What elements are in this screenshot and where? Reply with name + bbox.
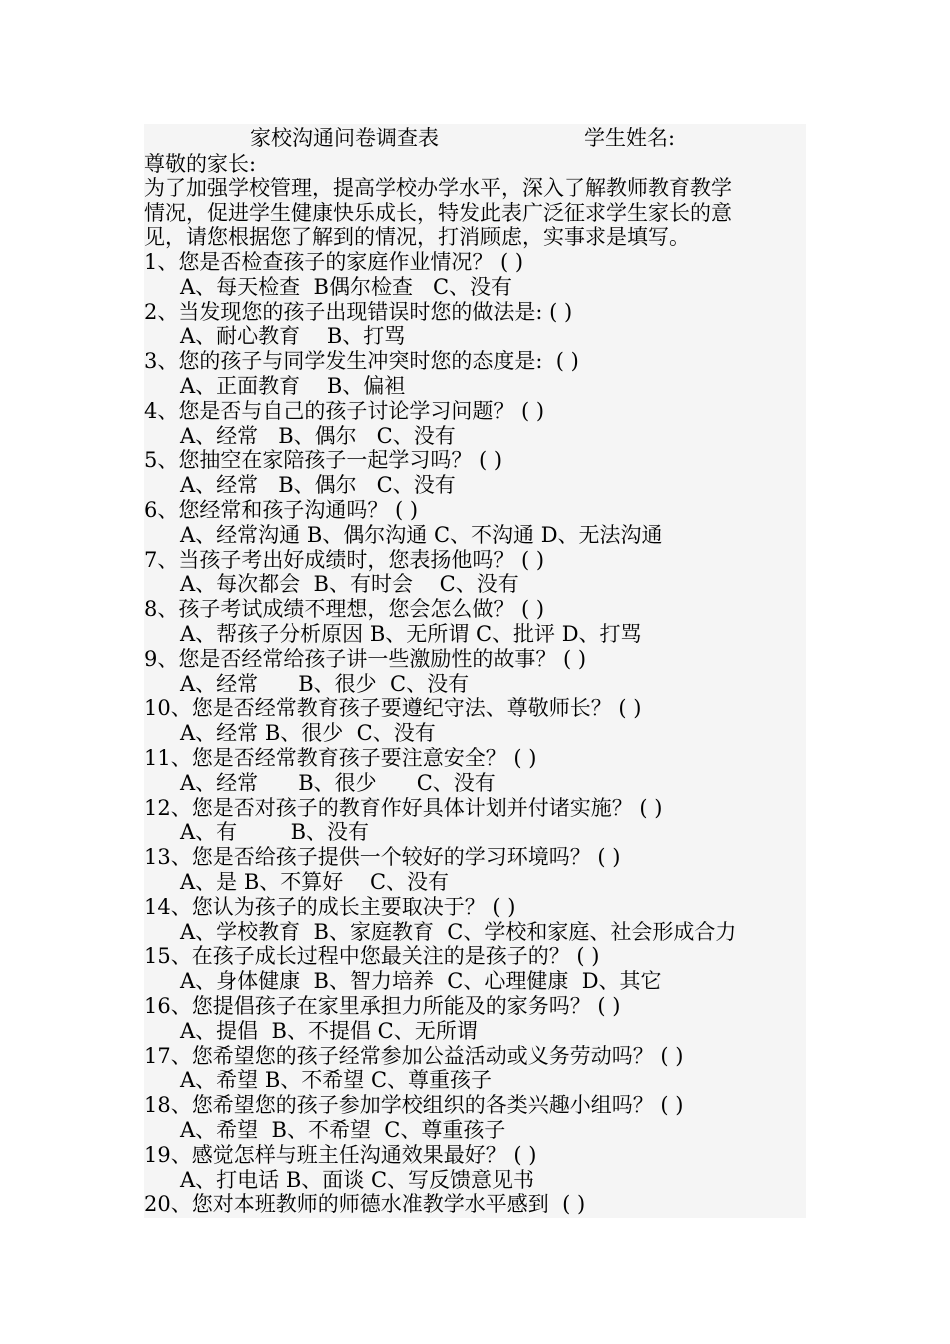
question-11: 11、您是否经常教育孩子要注意安全？ ( ) xyxy=(144,746,537,770)
question-2-options: A、耐心教育 B、打骂 xyxy=(180,324,406,349)
question-12-options: A、有 B、没有 xyxy=(180,820,369,845)
question-13: 13、您是否给孩子提供一个较好的学习环境吗？ ( ) xyxy=(144,845,621,870)
question-16-options: A、提倡 B、不提倡 C、无所谓 xyxy=(180,1018,478,1043)
question-15: 15、在孩子成长过程中您最关注的是孩子的？ ( ) xyxy=(144,944,600,969)
question-19-options: A、打电话 B、面谈 C、写反馈意见书 xyxy=(180,1167,535,1192)
question-19: 19、感觉怎样与班主任沟通效果最好？ ( ) xyxy=(144,1142,537,1167)
question-17: 17、您希望您的孩子经常参加公益活动或义务劳动吗？ ( ) xyxy=(144,1043,684,1068)
question-6: 6、您经常和孩子沟通吗？ ( ) xyxy=(144,498,419,522)
question-10-options: A、经常 B、很少 C、没有 xyxy=(180,721,436,746)
question-5-options: A、经常 B、偶尔 C、没有 xyxy=(180,473,456,498)
intro-line-2: 情况，促进学生健康快乐成长，特发此表广泛征求学生家长的意 xyxy=(144,201,732,225)
question-2: 2、当发现您的孩子出现错误时您的做法是: ( ) xyxy=(144,299,573,324)
question-9-options: A、经常 B、很少 C、没有 xyxy=(180,671,470,696)
question-13-options: A、是 B、不算好 C、没有 xyxy=(180,870,450,894)
question-1: 1、您是否检查孩子的家庭作业情况？ ( ) xyxy=(144,250,524,274)
question-3-options: A、正面教育 B、偏袒 xyxy=(180,374,406,398)
question-4: 4、您是否与自己的孩子讨论学习问题？ ( ) xyxy=(144,398,545,423)
question-7: 7、当孩子考出好成绩时，您表扬他吗？ ( ) xyxy=(144,547,545,572)
question-6-options: A、经常沟通 B、偶尔沟通 C、不沟通 D、无法沟通 xyxy=(180,522,663,547)
question-14: 14、您认为孩子的成长主要取决于？ ( ) xyxy=(144,894,516,919)
question-18-options: A、希望 B、不希望 C、尊重孩子 xyxy=(180,1118,506,1142)
question-11-options: A、经常 B、很少 C、没有 xyxy=(180,770,496,795)
question-20: 20、您对本班教师的师德水准教学水平感到 ( ) xyxy=(144,1192,586,1217)
intro-line-1: 为了加强学校管理，提高学校办学水平，深入了解教师教育教学 xyxy=(144,176,732,200)
question-8-options: A、帮孩子分析原因 B、无所谓 C、批评 D、打骂 xyxy=(180,622,642,646)
question-14-options: A、学校教育 B、家庭教育 C、学校和家庭、社会形成合力 xyxy=(180,919,737,944)
question-10: 10、您是否经常教育孩子要遵纪守法、尊敬师长？ ( ) xyxy=(144,696,642,721)
question-9: 9、您是否经常给孩子讲一些激励性的故事？ ( ) xyxy=(144,646,587,671)
question-3: 3、您的孩子与同学发生冲突时您的态度是: ( ) xyxy=(144,349,579,374)
question-12: 12、您是否对孩子的教育作好具体计划并付诸实施？ ( ) xyxy=(144,795,663,820)
intro-line-3: 见，请您根据您了解到的情况，打消顾虑，实事求是填写。 xyxy=(144,225,690,249)
student-name-label: 学生姓名: xyxy=(584,126,676,150)
question-7-options: A、每次都会 B、有时会 C、没有 xyxy=(180,572,519,597)
document-title: 家校沟通问卷调查表 xyxy=(250,126,439,150)
question-18: 18、您希望您的孩子参加学校组织的各类兴趣小组吗？ ( ) xyxy=(144,1093,684,1118)
question-15-options: A、身体健康 B、智力培养 C、心理健康 D、其它 xyxy=(180,969,662,994)
questionnaire-document xyxy=(144,124,806,1218)
question-16: 16、您提倡孩子在家里承担力所能及的家务吗？ ( ) xyxy=(144,994,621,1018)
question-1-options: A、每天检查 B偶尔检查 C、没有 xyxy=(180,274,513,299)
question-5: 5、您抽空在家陪孩子一起学习吗？ ( ) xyxy=(144,448,503,473)
greeting: 尊敬的家长: xyxy=(144,152,257,176)
question-8: 8、孩子考试成绩不理想，您会怎么做？ ( ) xyxy=(144,597,545,622)
question-4-options: A、经常 B、偶尔 C、没有 xyxy=(180,423,456,448)
question-17-options: A、希望 B、不希望 C、尊重孩子 xyxy=(180,1068,493,1093)
